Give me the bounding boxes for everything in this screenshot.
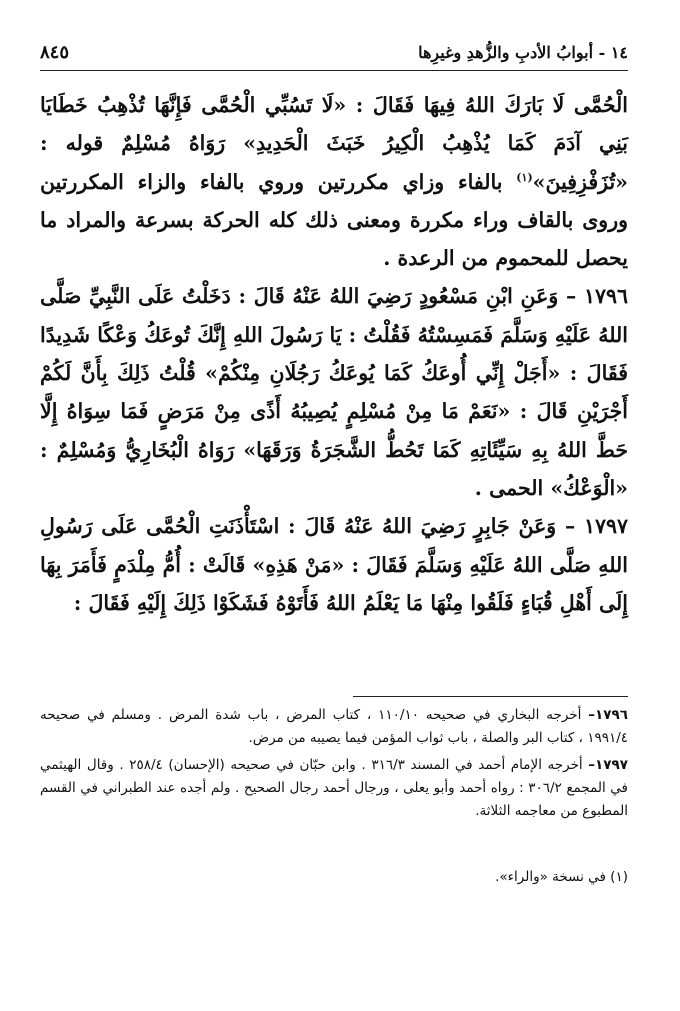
hadith-paragraph bbox=[40, 277, 628, 507]
hadith-paragraph bbox=[40, 507, 628, 622]
page-number: ٨٤٥ bbox=[40, 41, 70, 63]
variant-note: (١) في نسخة «والراء». bbox=[495, 869, 628, 885]
footnote-reference[interactable]: (١) bbox=[516, 170, 533, 184]
footnote bbox=[40, 754, 628, 823]
footnote-divider bbox=[353, 696, 628, 697]
footnote-number: ١٧٩٦– bbox=[588, 707, 628, 723]
paragraph-text: – وَعَنِ ابْنِ مَسْعُودٍ رَضِيَ اللهُ عَنْهُ قَالَ : دَخَلْتُ عَلَى النَّبِيِّ صَلَّى اللهُ عَلَيْهِ وَسَلَّمَ فَمَسِسْتُهُ فَقُلْتُ : يَا رَسُولَ اللهِ إِنَّكَ تُوعَكُ وَعْكًا شَدِيدًا فَقَالَ : «أَجَلْ إِنِّي أُوعَكُ كَمَا يُوعَكُ رَجُلَانِ مِنْكُمْ» قُلْتُ ذَلِكَ بِأَنَّ لَكُمْ أَجْرَيْنِ قَالَ : «نَعَمْ مَا مِنْ مُسْلِمٍ يُصِيبُهُ أَذًى مِنْ مَرَضٍ فَمَا سِوَاهُ إِلَّا حَطَّ اللهُ بِهِ سَيِّئَاتِهِ كَمَا تَحُطُّ الشَّجَرَةُ وَرَقَهَا» رَوَاهُ الْبُخَارِيُّ وَمُسْلِمٌ : «الْوَعْكُ» الحمى . bbox=[40, 284, 628, 500]
footnote-text: أخرجه البخاري في صحيحه ١١٠/١٠ ، كتاب المرض ، باب شدة المرض . ومسلم في صحيحه ١٩٩١/٤ ، كتاب البر والصلة ، باب ثواب المؤمن فيما يصيبه من مرض. bbox=[40, 707, 628, 746]
paragraph bbox=[40, 86, 628, 277]
paragraph-text: – وَعَنْ جَابِرٍ رَضِيَ اللهُ عَنْهُ قَالَ : اسْتَأْذَنَتِ الْحُمَّى عَلَى رَسُولِ اللهِ صَلَّى اللهُ عَلَيْهِ وَسَلَّمَ فَقَالَ : «مَنْ هَذِهِ» قَالَتْ : أُمُّ مِلْدَمٍ فَأَمَرَ بِهَا إِلَى أَهْلِ قُبَاءٍ فَلَقُوا مِنْهَا مَا يَعْلَمُ اللهُ فَأَتَوْهُ فَشَكَوْا ذَلِكَ إِلَيْهِ فَقَالَ : bbox=[40, 514, 628, 615]
hadith-number: ١٧٩٦ bbox=[583, 284, 628, 309]
chapter-title: ١٤ - أبوابُ الأدبِ والزُّهدِ وغيرِها bbox=[418, 42, 628, 62]
main-text bbox=[40, 86, 628, 622]
page-header bbox=[40, 38, 628, 66]
paragraph-text: بالفاء وزاي مكررتين وروي بالفاء والزاء المكررتين وروى بالقاف وراء مكررة ومعنى ذلك كله الحركة بسرعة والمراد ما يحصل للمحموم من الرعدة . bbox=[40, 169, 628, 271]
hadith-number: ١٧٩٧ bbox=[583, 514, 628, 539]
footnotes bbox=[40, 704, 628, 827]
header-divider bbox=[40, 70, 628, 71]
paragraph-text: الْحُمَّى لَا بَارَكَ اللهُ فِيهَا فَقَالَ : «لَا تَسُبِّي الْحُمَّى فَإِنَّهَا تُذْهِبُ خَطَايَا بَنِي آدَمَ كَمَا يُذْهِبُ الْكِيرُ خَبَثَ الْحَدِيدِ» رَوَاهُ مُسْلِمٌ قوله : «تُزَفْزِفِينَ» bbox=[40, 93, 628, 194]
footnote-number: ١٧٩٧– bbox=[588, 757, 628, 773]
footnote bbox=[40, 704, 628, 750]
footnote-text: أخرجه الإمام أحمد في المسند ٣١٦/٣ . وابن حبّان في صحيحه (الإحسان) ٢٥٨/٤ . وقال الهيثمي في المجمع ٣٠٦/٢ : رواه أحمد وأبو يعلى ، ورجال أحمد رجال الصحيح . ولم أجده عند الطبراني في القسم المطبوع من معاجمه الثلاثة. bbox=[40, 757, 628, 819]
